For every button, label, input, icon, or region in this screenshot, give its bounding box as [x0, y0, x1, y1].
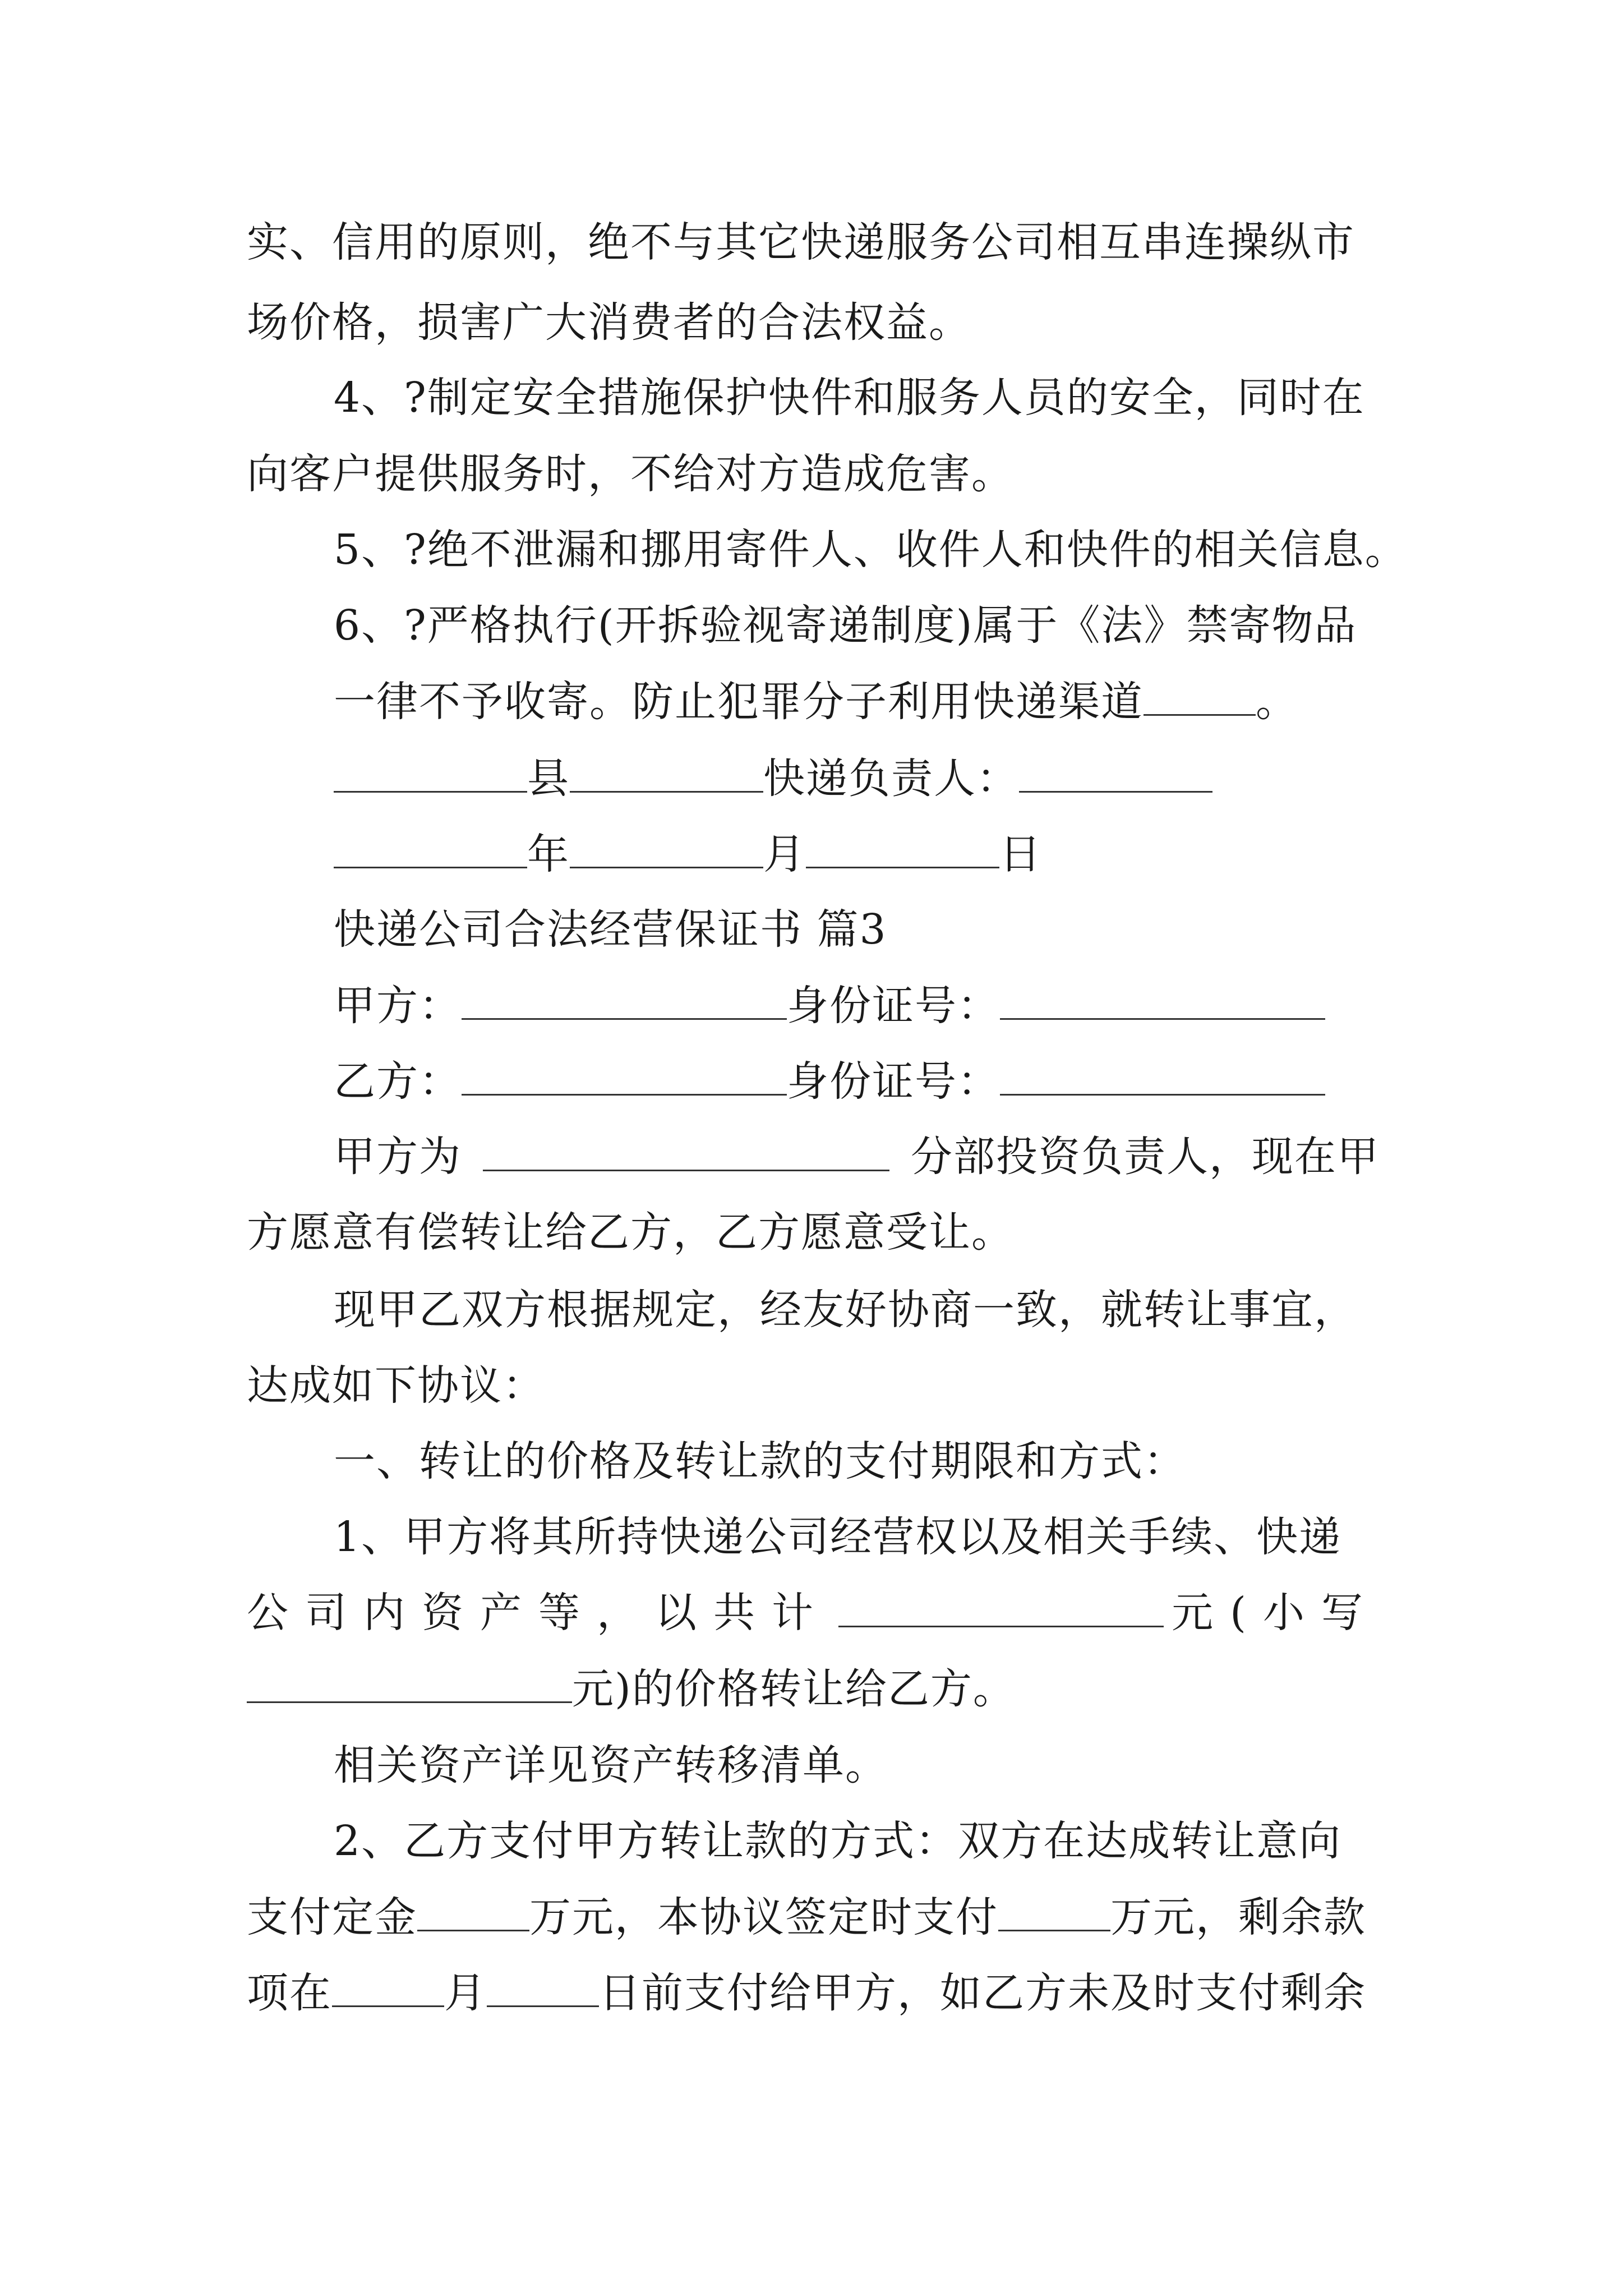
courier-manager-label: 快递负责人：: [763, 754, 1019, 803]
text-line: 方愿意有偿转让给乙方，乙方愿意受让。: [247, 1208, 1014, 1257]
blank-field: [334, 757, 527, 793]
text-line: 元)的价格转让给乙方。: [572, 1665, 1016, 1713]
paragraph-line: [334, 678, 1298, 726]
blank-field: [998, 1896, 1110, 1931]
signature-line: [334, 754, 1212, 803]
text-line: 4、?制定安全措施保护快件和服务人员的安全，同时在: [334, 374, 1365, 422]
blank-field: [417, 1896, 529, 1931]
paragraph-line: [247, 1893, 1366, 1941]
text-line: 甲方为: [334, 1133, 462, 1181]
text-line: 项在: [247, 1969, 332, 2017]
party-b-line: [334, 1057, 1325, 1106]
paragraph-line: [334, 526, 1408, 574]
text-line: 分部投资负责人，现在甲: [911, 1133, 1380, 1181]
text-line: 月: [444, 1969, 487, 2017]
party-a-label: 甲方：: [334, 982, 462, 1030]
paragraph-line: [247, 1208, 1014, 1257]
text-line: 场价格，损害广大消费者的合法权益。: [247, 298, 971, 347]
paragraph-line: [247, 1589, 1380, 1637]
blank-field: [570, 833, 763, 868]
blank-field: [1144, 680, 1256, 716]
text-line: 元(小写: [1172, 1589, 1380, 1637]
text-line: 达成如下协议：: [247, 1361, 545, 1410]
paragraph-line: [334, 1437, 1186, 1485]
text-line: 支付定金: [247, 1893, 417, 1941]
blank-field: [462, 984, 787, 1020]
date-line: [334, 830, 1042, 878]
text-line: 万元，剩余款: [1110, 1893, 1366, 1941]
text-line: 。: [1256, 678, 1298, 726]
blank-field: [247, 1668, 572, 1703]
text-line: 万元，本协议签定时支付: [529, 1893, 998, 1941]
month-label: 月: [763, 830, 806, 878]
blank-field: [838, 1592, 1164, 1627]
blank-field: [483, 1136, 889, 1171]
text-line: 相关资产详见资产转移清单。: [334, 1741, 888, 1789]
paragraph-line: [247, 450, 1014, 498]
paragraph-line: [247, 1665, 1016, 1713]
blank-field: [462, 1060, 787, 1096]
paragraph-line: [247, 218, 1380, 266]
blank-field: [570, 757, 763, 793]
id-number-label: 身份证号：: [787, 982, 1000, 1030]
blank-field: [1000, 984, 1325, 1020]
paragraph-line: [247, 298, 971, 347]
paragraph-line: [334, 601, 1357, 650]
blank-field: [332, 1972, 444, 2007]
party-a-line: [334, 982, 1325, 1030]
county-label: 县: [527, 754, 570, 803]
blank-field: [1000, 1060, 1325, 1096]
section-title-text: 快递公司合法经营保证书 篇3: [334, 905, 887, 954]
paragraph-line: [247, 1361, 545, 1410]
blank-field: [806, 833, 999, 868]
text-line: 日前支付给甲方，如乙方未及时支付剩余: [599, 1969, 1366, 2017]
paragraph-line: [334, 1286, 1357, 1334]
section-title: [334, 905, 887, 954]
paragraph-line: [334, 1741, 888, 1789]
paragraph-line: [334, 1817, 1342, 1865]
paragraph-line: [334, 374, 1365, 422]
blank-field: [487, 1972, 599, 2007]
paragraph-line: [334, 1133, 1380, 1181]
paragraph-line: [334, 1513, 1342, 1561]
id-number-label: 身份证号：: [787, 1057, 1000, 1106]
text-line: 实、信用的原则，绝不与其它快递服务公司相互串连操纵市: [247, 218, 1355, 266]
text-line: 向客户提供服务时，不给对方造成危害。: [247, 450, 1014, 498]
blank-field: [1019, 757, 1212, 793]
party-b-label: 乙方：: [334, 1057, 462, 1106]
text-line: 现甲乙双方根据规定，经友好协商一致，就转让事宜，: [334, 1286, 1357, 1334]
paragraph-line: [247, 1969, 1366, 2017]
text-line: 2、乙方支付甲方转让款的方式：双方在达成转让意向: [334, 1817, 1342, 1865]
text-line: 1、甲方将其所持快递公司经营权以及相关手续、快递: [334, 1513, 1342, 1561]
text-line: 一、转让的价格及转让款的支付期限和方式：: [334, 1437, 1186, 1485]
day-label: 日: [999, 830, 1042, 878]
text-line: 公司内资产等，以共计: [247, 1589, 830, 1637]
year-label: 年: [527, 830, 570, 878]
text-line: 6、?严格执行(开拆验视寄递制度)属于《法》禁寄物品: [334, 601, 1357, 650]
text-line: 一律不予收寄。防止犯罪分子利用快递渠道: [334, 678, 1144, 726]
blank-field: [334, 833, 527, 868]
text-line: 5、?绝不泄漏和挪用寄件人、收件人和快件的相关信息。: [334, 526, 1408, 574]
